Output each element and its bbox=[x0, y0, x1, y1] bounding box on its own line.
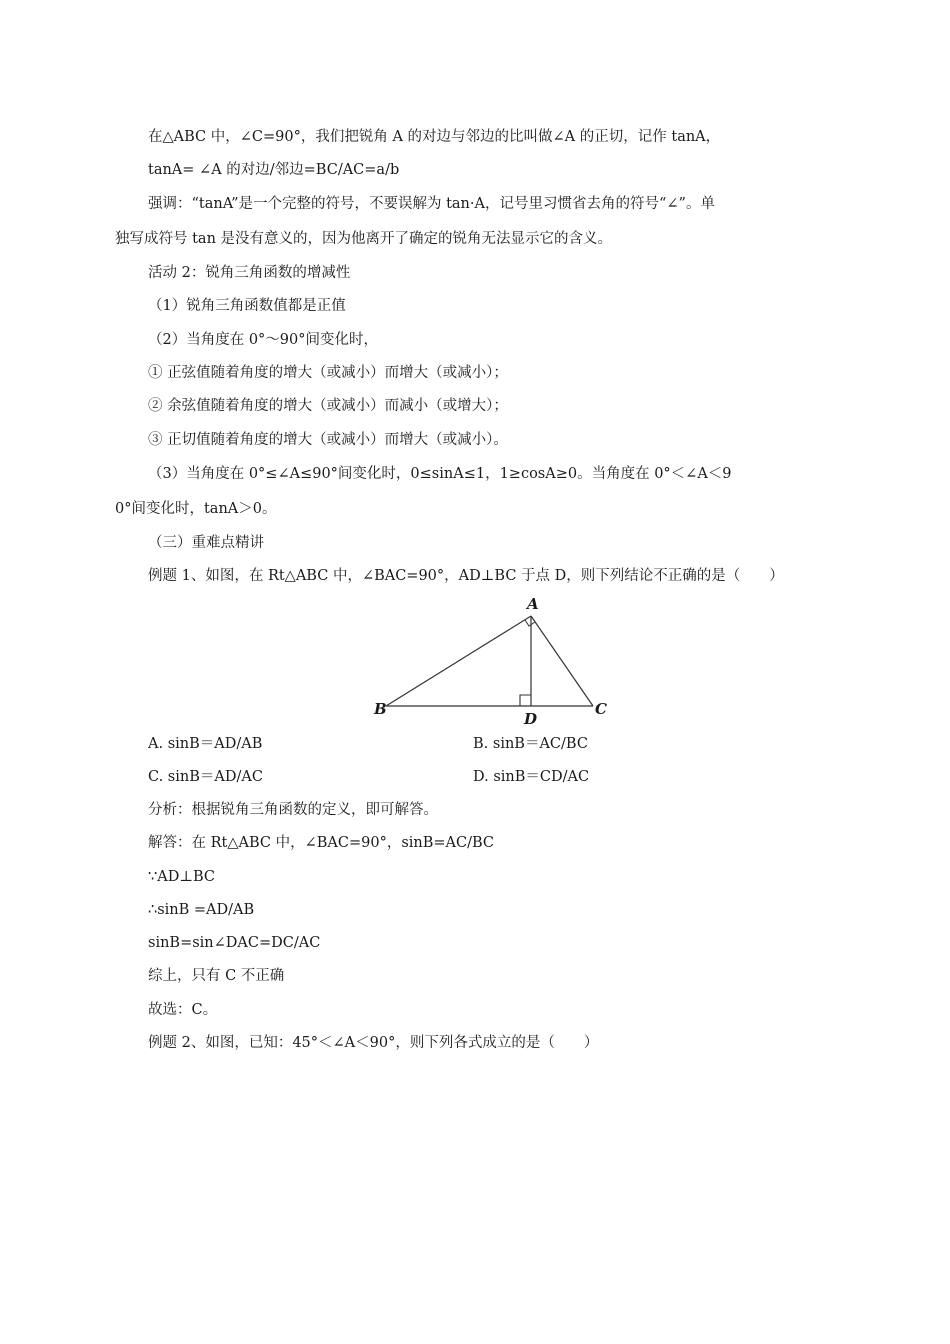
text-line-analysis: 分析：根据锐角三角函数的定义，即可解答。 bbox=[148, 802, 438, 818]
text-line-sine-rule: ① 正弦值随着角度的增大（或减小）而增大（或减小）； bbox=[148, 365, 508, 381]
text-line-cosine-rule: ② 余弦值随着角度的增大（或减小）而减小（或增大）； bbox=[148, 398, 508, 414]
option-c: C. sinB＝AD/AC bbox=[148, 769, 263, 785]
text-line-because: ∵AD⊥BC bbox=[148, 869, 215, 885]
vertex-label-b: B bbox=[374, 700, 387, 718]
text-line-example2: 例题 2、如图，已知：45°＜∠A＜90°，则下列各式成立的是（ ） bbox=[148, 1035, 599, 1051]
triangle-figure bbox=[360, 590, 620, 725]
option-a: A. sinB＝AD/AB bbox=[148, 736, 263, 752]
text-line-emphasis: 强调：“tanA”是一个完整的符号，不要误解为 tan·A，记号里习惯省去角的符号“∠”。单 bbox=[148, 196, 715, 212]
section-heading: （三）重难点精讲 bbox=[148, 535, 264, 551]
text-line-solution: 解答：在 Rt△ABC 中，∠BAC=90°，sinB=AC/BC bbox=[148, 835, 495, 851]
text-line-item3-cont: 0°间变化时，tanA＞0。 bbox=[115, 501, 277, 517]
segment-ac bbox=[531, 616, 593, 706]
segment-ba bbox=[386, 616, 531, 706]
vertex-label-a: A bbox=[527, 595, 539, 613]
text-line-tangent-rule: ③ 正切值随着角度的增大（或减小）而增大（或减小）。 bbox=[148, 432, 508, 448]
text-line-therefore: ∴sinB =AD/AB bbox=[148, 902, 255, 918]
text-line-sinb-dac: sinB=sin∠DAC=DC/AC bbox=[148, 935, 321, 951]
text-line-item3: （3）当角度在 0°≤∠A≤90°间变化时，0≤sinA≤1，1≥cosA≥0。当角度在 0°＜∠A＜9 bbox=[148, 466, 732, 482]
text-line-example1: 例题 1、如图，在 Rt△ABC 中，∠BAC=90°，AD⊥BC 于点 D，则下列结论不正确的是（ ） bbox=[148, 568, 784, 584]
vertex-label-d: D bbox=[524, 710, 538, 725]
vertex-label-c: C bbox=[595, 700, 607, 718]
right-angle-mark-d bbox=[520, 695, 531, 706]
text-line-item1: （1）锐角三角函数值都是正值 bbox=[148, 298, 346, 314]
text-line-activity2: 活动 2：锐角三角函数的增减性 bbox=[148, 265, 351, 281]
option-b: B. sinB＝AC/BC bbox=[473, 736, 588, 752]
text-line-tan-definition: 在△ABC 中，∠C=90°，我们把锐角 A 的对边与邻边的比叫做∠A 的正切，记作 tanA， bbox=[148, 129, 721, 145]
text-line-tan-formula: tanA= ∠A 的对边/邻边=BC/AC=a/b bbox=[148, 162, 400, 178]
text-line-answer: 故选：C。 bbox=[148, 1002, 218, 1018]
text-line-emphasis-cont: 独写成符号 tan 是没有意义的，因为他离开了确定的锐角无法显示它的含义。 bbox=[115, 231, 613, 247]
option-d: D. sinB＝CD/AC bbox=[473, 769, 590, 785]
text-line-item2: （2）当角度在 0°～90°间变化时， bbox=[148, 332, 379, 348]
right-angle-mark-a bbox=[525, 620, 535, 626]
text-line-summary: 综上，只有 C 不正确 bbox=[148, 968, 285, 984]
